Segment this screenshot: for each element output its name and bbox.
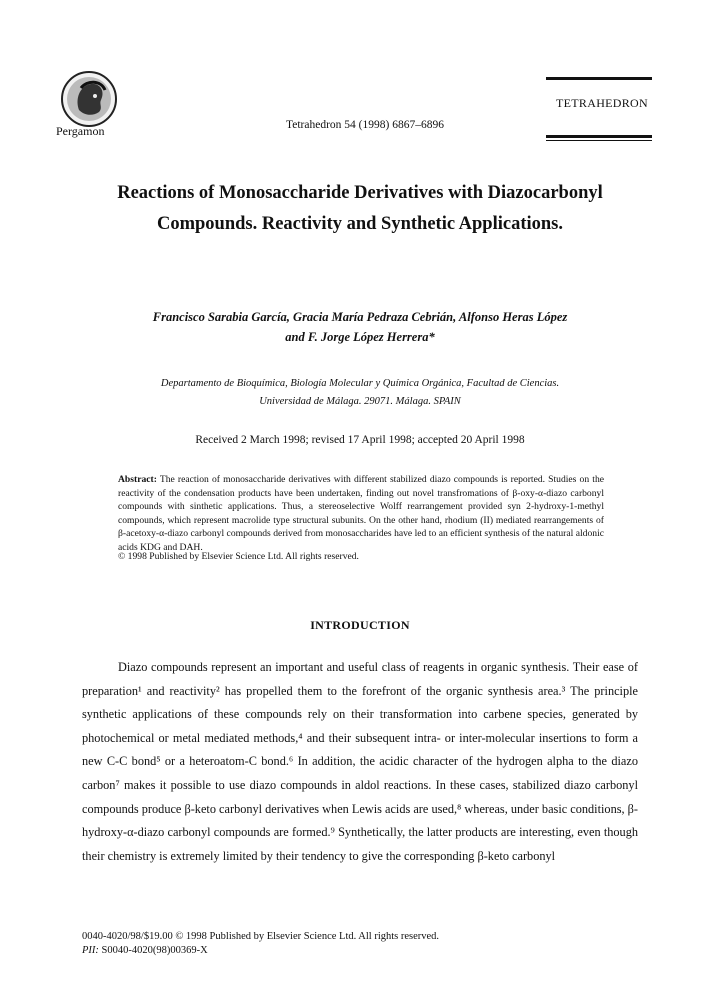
pii-label: PII: — [82, 945, 99, 956]
abstract-label: Abstract: — [118, 474, 157, 485]
title-line-1: Reactions of Monosaccharide Derivatives with Diazocarbonyl — [117, 183, 603, 203]
header-rule-bottom — [546, 135, 652, 138]
affiliation-line-2: Universidad de Málaga. 29071. Málaga. SPAIN — [259, 396, 461, 407]
section-heading: INTRODUCTION — [310, 618, 410, 632]
authors-line-2: and F. Jorge López Herrera* — [285, 330, 435, 344]
authors-line-1: Francisco Sarabia García, Gracia María Pedraza Cebrián, Alfonso Heras López — [152, 310, 568, 324]
article-title — [0, 178, 720, 240]
journal-reference: Tetrahedron 54 (1998) 6867–6896 — [286, 119, 444, 131]
affiliation-line-1: Departamento de Bioquímica, Biología Molecular y Química Orgánica, Facultad de Ciencias. — [160, 378, 560, 389]
abstract-copyright: © 1998 Published by Elsevier Science Ltd. All rights reserved. — [118, 551, 359, 562]
pii-value: S0040-4020(98)00369-X — [101, 945, 208, 956]
footer-pii-line — [82, 944, 439, 958]
header-rule-top — [546, 77, 652, 80]
received-dates: Received 2 March 1998; revised 17 April 1998; accepted 20 April 1998 — [195, 434, 525, 446]
footer-issn-line: 0040-4020/98/$19.00 © 1998 Published by Elsevier Science Ltd. All rights reserved. — [82, 931, 440, 942]
body-paragraph: Diazo compounds represent an important and useful class of reagents in organic synthesis. Their ease of preparation¹ and reactivity² has propelled them to the forefront of the organic synthesis area.³ The principle synthetic applications of these compounds rely on their transformation into carbene species, generated by photochemical or metal mediated methods,⁴ and their subsequent intra- or inter-molecular insertions to form a new C-C bond⁵ or a heteroatom-C bond.⁶ In addition, the acidic character of the hydrogen alpha to the diazo carbon⁷ makes it possible to use diazo compounds in aldol reactions. In these cases, stabilized diazo carbonyl compounds produce β-keto carbonyl derivatives when Lewis acids are used,⁸ whereas, under basic conditions, β-hydroxy-α-diazo carbonyl compounds are formed.⁹ Synthetically, the latter products are interesting, even though their chemistry is extremely limited by their tendency to give the corresponding β-keto carbonyl — [82, 660, 638, 863]
title-line-2: Compounds. Reactivity and Synthetic Applications. — [156, 214, 564, 234]
publisher-name: Pergamon — [56, 124, 105, 138]
abstract — [118, 473, 604, 555]
abstract-text: The reaction of monosaccharide derivatives with different stabilized diazo compounds is reported. Studies on the reactivity of the condensation products have been undertaken, finding out novel transfromations of β-oxy-α-diazo carbonyl compounds with sinthetic applications. Thus, a stereoselective Wolff rearrangement provided syn 2-hydroxy-1-methyl compounds, which represent macrolide type structural subunits. On the other hand, rhodium (II) mediated rearrangements of β-acetoxy-α-diazo carbonyl compounds derived from monosaccharides have led to an efficient synthesis of the natural aldonic acids KDG and DAH. — [118, 474, 604, 553]
affiliation — [0, 375, 720, 411]
footer — [82, 930, 439, 958]
authors — [0, 307, 720, 347]
journal-name: TETRAHEDRON — [556, 96, 648, 110]
header-rule-bottom-thin — [546, 140, 652, 141]
